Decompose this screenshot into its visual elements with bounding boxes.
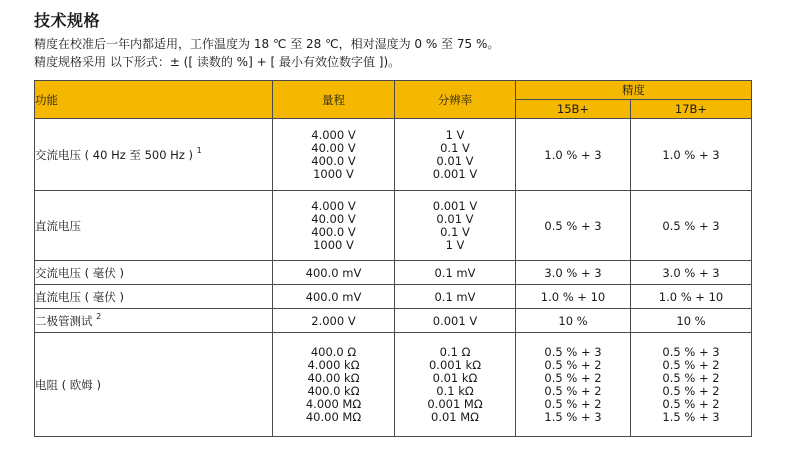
header-row-1 (35, 81, 752, 100)
range-value: 400.0 mV (305, 265, 362, 280)
table-row (35, 119, 752, 191)
range-value: 40.00 kΩ (307, 370, 360, 385)
accuracy-17b-cell (631, 285, 752, 309)
range-value: 40.00 V (311, 211, 356, 226)
accuracy-value: 10 % (676, 313, 706, 328)
accuracy-17b-cell (631, 309, 752, 333)
resolution-value: 1 V (445, 237, 465, 252)
spec-table (34, 80, 752, 437)
function-cell (35, 119, 273, 191)
accuracy-15b-cell (516, 119, 631, 191)
accuracy-value: 0.5 % + 3 (662, 344, 720, 359)
resolution-value: 0.1 V (440, 140, 470, 155)
accuracy-value: 0.5 % + 3 (544, 218, 602, 233)
accuracy-value: 1.0 % + 3 (662, 147, 720, 162)
accuracy-15b-cell (516, 309, 631, 333)
accuracy-value: 1.0 % + 3 (544, 147, 602, 162)
accuracy-17b-cell (631, 119, 752, 191)
resolution-value: 0.001 V (432, 166, 478, 181)
accuracy-value: 0.5 % + 3 (544, 344, 602, 359)
accuracy-17b-cell (631, 333, 752, 437)
range-value: 400.0 V (311, 153, 356, 168)
intro-line-2: 精度规格采用 以下形式：± ([ 读数的 %] + [ 最小有效位数字值 ])。 (34, 55, 401, 69)
table-row (35, 333, 752, 437)
function-cell (35, 191, 273, 261)
function-label: 直流电压 ( 毫伏 ) (35, 289, 124, 304)
accuracy-value: 1.5 % + 3 (544, 409, 602, 424)
resolution-value: 0.1 V (440, 224, 470, 239)
accuracy-value: 0.5 % + 2 (544, 357, 602, 372)
accuracy-value: 1.5 % + 3 (662, 409, 720, 424)
range-value: 40.00 MΩ (305, 409, 362, 424)
header-model-15b: 15B+ (516, 100, 631, 119)
resolution-value: 0.1 mV (434, 289, 476, 304)
accuracy-value: 0.5 % + 3 (662, 218, 720, 233)
accuracy-17b-cell (631, 261, 752, 285)
accuracy-value: 0.5 % + 2 (544, 396, 602, 411)
function-label: 交流电压 ( 40 Hz 至 500 Hz ) (35, 147, 194, 162)
accuracy-value: 3.0 % + 3 (544, 265, 602, 280)
range-cell (273, 309, 395, 333)
resolution-value: 0.01 V (436, 153, 474, 168)
resolution-cell (395, 285, 516, 309)
table-row (35, 261, 752, 285)
range-value: 4.000 V (311, 127, 356, 142)
function-cell (35, 285, 273, 309)
header-function: 功能 (35, 81, 273, 119)
range-value: 4.000 kΩ (307, 357, 360, 372)
header-resolution: 分辨率 (395, 81, 516, 119)
range-value: 1000 V (313, 237, 354, 252)
function-cell (35, 309, 273, 333)
range-cell (273, 191, 395, 261)
accuracy-value: 0.5 % + 2 (544, 370, 602, 385)
table-row (35, 191, 752, 261)
table-row (35, 285, 752, 309)
accuracy-15b-cell (516, 285, 631, 309)
function-cell (35, 261, 273, 285)
intro-text (34, 35, 499, 71)
resolution-value: 0.01 MΩ (431, 409, 479, 424)
resolution-value: 0.1 mV (434, 265, 476, 280)
accuracy-value: 1.0 % + 10 (658, 289, 724, 304)
accuracy-value: 0.5 % + 2 (544, 383, 602, 398)
accuracy-value: 0.5 % + 2 (662, 383, 720, 398)
accuracy-15b-cell (516, 333, 631, 437)
range-value: 400.0 Ω (310, 344, 357, 359)
function-cell (35, 333, 273, 437)
resolution-value: 0.001 kΩ (428, 357, 482, 372)
header-model-17b: 17B+ (631, 100, 752, 119)
accuracy-17b-cell (631, 191, 752, 261)
resolution-value: 0.01 kΩ (432, 370, 478, 385)
function-label: 二极管测试 (35, 313, 93, 328)
range-cell (273, 333, 395, 437)
range-value: 4.000 V (311, 198, 356, 213)
resolution-cell (395, 309, 516, 333)
resolution-value: 0.1 Ω (439, 344, 471, 359)
resolution-value: 0.1 kΩ (436, 383, 474, 398)
range-value: 400.0 kΩ (307, 383, 360, 398)
accuracy-15b-cell (516, 191, 631, 261)
footnote-marker: 2 (96, 311, 102, 321)
accuracy-15b-cell (516, 261, 631, 285)
accuracy-value: 3.0 % + 3 (662, 265, 720, 280)
resolution-value: 0.001 V (432, 313, 478, 328)
range-value: 400.0 mV (305, 289, 362, 304)
accuracy-value: 0.5 % + 2 (662, 396, 720, 411)
accuracy-value: 1.0 % + 10 (540, 289, 606, 304)
resolution-value: 0.001 MΩ (427, 396, 483, 411)
range-value: 1000 V (313, 166, 354, 181)
accuracy-value: 10 % (558, 313, 588, 328)
resolution-value: 0.001 V (432, 198, 478, 213)
header-accuracy: 精度 (516, 81, 752, 100)
accuracy-value: 0.5 % + 2 (662, 370, 720, 385)
range-value: 2.000 V (311, 313, 356, 328)
range-value: 4.000 MΩ (305, 396, 362, 411)
footnote-marker: 1 (196, 145, 202, 155)
header-range: 量程 (273, 81, 395, 119)
range-cell (273, 119, 395, 191)
range-cell (273, 285, 395, 309)
function-label: 直流电压 (35, 218, 81, 233)
resolution-cell (395, 333, 516, 437)
range-value: 400.0 V (311, 224, 356, 239)
range-cell (273, 261, 395, 285)
intro-line-1: 精度在校准后一年内都适用，工作温度为 18 ℃ 至 28 ℃，相对湿度为 0 % 至 75 %。 (34, 37, 500, 51)
resolution-cell (395, 191, 516, 261)
table-row (35, 309, 752, 333)
section-title: 技术规格 (34, 11, 101, 30)
range-value: 40.00 V (311, 140, 356, 155)
function-label: 交流电压 ( 毫伏 ) (35, 265, 124, 280)
resolution-cell (395, 261, 516, 285)
resolution-value: 0.01 V (436, 211, 474, 226)
resolution-value: 1 V (445, 127, 465, 142)
resolution-cell (395, 119, 516, 191)
function-label: 电阻 ( 欧姆 ) (35, 377, 101, 392)
accuracy-value: 0.5 % + 2 (662, 357, 720, 372)
